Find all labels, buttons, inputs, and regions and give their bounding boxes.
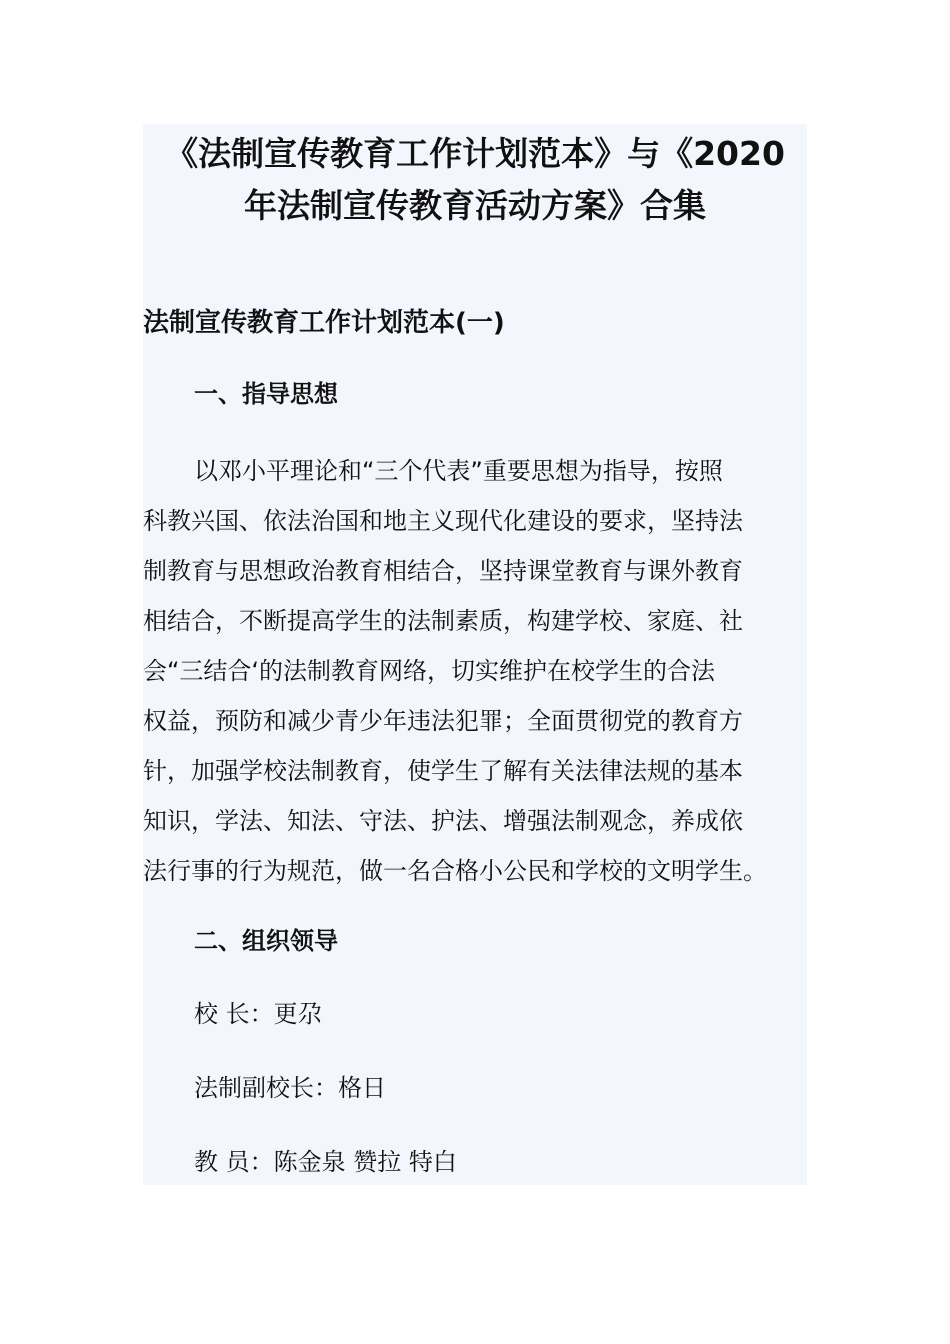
paragraph-line: 相结合，不断提高学生的法制素质，构建学校、家庭、社 <box>143 607 743 635</box>
title-line-1: 《法制宣传教育工作计划范本》与《2020 <box>165 134 785 173</box>
document-title <box>143 128 807 232</box>
guiding-ideology-paragraph <box>143 446 793 896</box>
part1-heading: 一、指导思想 <box>194 380 338 408</box>
paragraph-line: 针，加强学校法制教育，使学生了解有关法律法规的基本 <box>143 757 743 785</box>
paragraph-line: 法行事的行为规范，做一名合格小公民和学校的文明学生。 <box>143 857 767 885</box>
staff-principal: 校 长：更尕 <box>194 1000 322 1028</box>
part2-heading: 二、组织领导 <box>194 927 338 955</box>
paragraph-line: 权益，预防和减少青少年违法犯罪；全面贯彻党的教育方 <box>143 707 743 735</box>
paragraph-line: 知识，学法、知法、守法、护法、增强法制观念，养成依 <box>143 807 743 835</box>
paragraph-line: 会“三结合‘的法制教育网络，切实维护在校学生的合法 <box>143 657 716 685</box>
paragraph-line: 制教育与思想政治教育相结合，坚持课堂教育与课外教育 <box>143 557 743 585</box>
section-heading: 法制宣传教育工作计划范本(一) <box>143 308 505 338</box>
title-line-2: 年法制宣传教育活动方案》合集 <box>244 186 706 225</box>
staff-teachers: 教 员：陈金泉 赞拉 特白 <box>194 1148 457 1176</box>
paragraph-line: 以邓小平理论和“三个代表”重要思想为指导，按照 <box>194 457 723 485</box>
staff-legal-vice-principal: 法制副校长：格日 <box>194 1074 386 1102</box>
paragraph-line: 科教兴国、依法治国和地主义现代化建设的要求，坚持法 <box>143 507 743 535</box>
